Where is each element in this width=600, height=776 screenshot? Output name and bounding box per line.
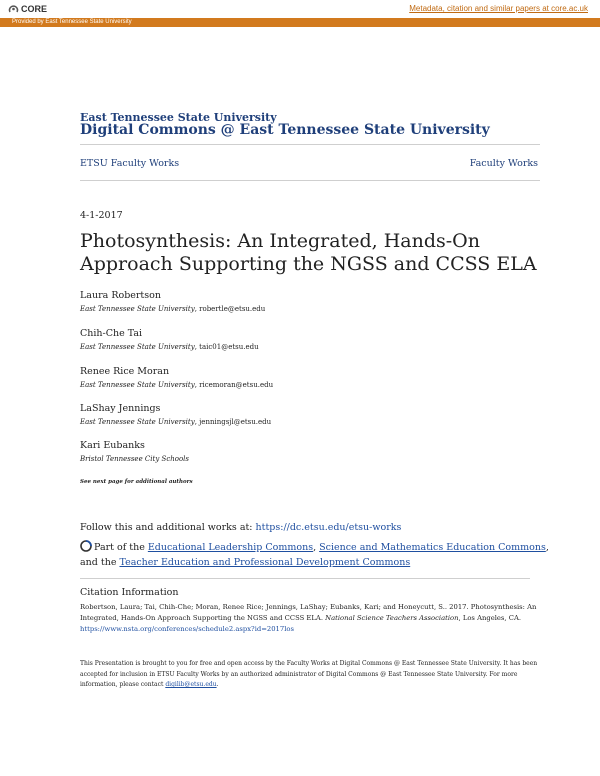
institution-name[interactable]: East Tennessee State University — [80, 111, 277, 124]
footer-notice: This Presentation is brought to you for free and open access by the Faculty Works at Digital Commons @ East Tennessee State University. It has been accepted for inclusion in ETSU Faculty Works by an authorized administrator of Digital Commons @ East Tennessee State University. For more information, please contact digilib@etsu.edu. — [80, 660, 538, 688]
author-name: Chih-Che Tai — [80, 328, 143, 339]
part-of-commons: Part of the Educational Leadership Commons, Science and Mathematics Education Commons, and the Teacher Education and Professional Development Commons — [80, 542, 549, 568]
provided-by-text: Provided by East Tennessee State University — [12, 19, 132, 25]
core-logo-text: CORE — [21, 3, 48, 14]
citation-heading: Citation Information — [80, 587, 179, 598]
author-affiliation: East Tennessee State University, ricemoran@etsu.edu — [80, 381, 274, 389]
follow-link[interactable]: https://dc.etsu.edu/etsu-works — [255, 522, 402, 533]
publication-date: 4-1-2017 — [80, 210, 123, 221]
core-metadata-link[interactable]: Metadata, citation and similar papers at core.ac.uk — [409, 4, 588, 13]
commons-link-science-math-education[interactable]: Science and Mathematics Education Commons — [319, 542, 546, 553]
author-affiliation: East Tennessee State University, taic01@etsu.edu — [80, 343, 259, 351]
author-affiliation: East Tennessee State University, robertle@etsu.edu — [80, 305, 266, 313]
commons-link-teacher-education[interactable]: Teacher Education and Professional Development Commons — [119, 557, 411, 568]
author-affiliation: East Tennessee State University, jenningsjl@etsu.edu — [80, 418, 272, 426]
author-name: Kari Eubanks — [80, 440, 145, 451]
citation-url[interactable]: https://www.nsta.org/conferences/schedule2.aspx?id=2017los — [80, 625, 294, 633]
divider — [80, 144, 540, 145]
commons-link-educational-leadership[interactable]: Educational Leadership Commons — [147, 542, 314, 553]
repository-title[interactable]: Digital Commons @ East Tennessee State University — [80, 122, 490, 138]
author-name: Laura Robertson — [80, 290, 161, 301]
nav-faculty-works[interactable]: Faculty Works — [469, 158, 538, 169]
provided-by-bar — [0, 18, 600, 27]
core-icon — [8, 3, 19, 14]
author-name: LaShay Jennings — [80, 403, 161, 414]
open-access-icon — [80, 540, 92, 552]
divider — [80, 180, 540, 181]
divider — [80, 578, 530, 579]
follow-line: Follow this and additional works at: https://dc.etsu.edu/etsu-works — [80, 522, 402, 533]
see-next-page-note: See next page for additional authors — [80, 479, 193, 485]
core-banner — [0, 0, 600, 18]
author-name: Renee Rice Moran — [80, 366, 170, 377]
document-title: Photosynthesis: An Integrated, Hands-On Approach Supporting the NGSS and CCSS ELA — [80, 230, 537, 275]
contact-email-link[interactable]: digilib@etsu.edu — [165, 681, 217, 688]
nav-etsu-faculty-works[interactable]: ETSU Faculty Works — [80, 158, 180, 169]
author-affiliation: Bristol Tennessee City Schools — [80, 455, 190, 463]
citation-text: Robertson, Laura; Tai, Chih-Che; Moran, Renee Rice; Jennings, LaShay; Eubanks, Kari; and Honeycutt, S.. 2017. Photosynthesis: An Integrated, Hands-On Approach Supporting the NGSS and CCSS ELA. National Science Teachers Association, Los Angeles, CA. https://www.nsta.org/conferences/schedule2.aspx?id=2017los — [80, 603, 537, 633]
core-logo[interactable] — [8, 3, 47, 14]
